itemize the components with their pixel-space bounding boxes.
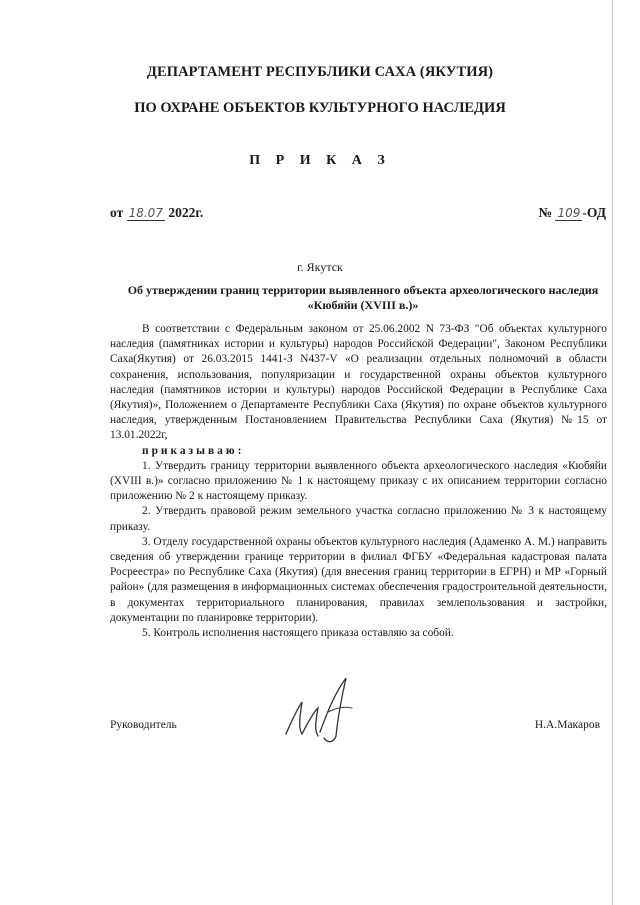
number-handwritten: 109 — [557, 206, 581, 220]
signer-name: Н.А.Макаров — [534, 719, 600, 731]
number-prefix: № — [538, 205, 553, 220]
intro-paragraph: В соответствии с Федеральным законом от 25.06.2002 N 73-ФЗ "Об объектах культурного наследия (памятниках истории и культуры) народов Российской Федерации", Законом Республики Саха(Якутия) от 26.03.2015 1441-З N437-V «О реализации отдельных полномочий в области сохранения, использования, популяризации и государственной охраны объектов культурного наследия (памятников истории и культуры) народов Российской Федерации в Республике Саха (Якутия)», Положением о Департаменте Республики Саха (Якутия) по охране объектов культурного наследия, утвержденным Постановлением Правительства Республики Саха (Якутия) №15 от 13.01.2022г, — [110, 323, 607, 442]
order-body — [110, 322, 607, 641]
order-item-2: 2. Утвердить правовой режим земельного участка согласно приложению № 3 к настоящему приказу. — [110, 505, 607, 533]
department-title-line2: ПО ОХРАНЕ ОБЪЕКТОВ КУЛЬТУРНОГО НАСЛЕДИЯ — [134, 100, 506, 116]
order-date — [110, 205, 203, 221]
date-prefix: от — [110, 205, 124, 220]
page-edge-line — [612, 0, 613, 905]
order-subject: Об утверждении границ территории выявленного объекта археологического наследия «Кюбяйи (XVIII в.)» — [127, 283, 599, 312]
date-year: 2022г. — [168, 205, 204, 220]
decree-word: приказываю: — [142, 444, 245, 457]
handwritten-signature — [278, 672, 368, 752]
order-item-1: 1. Утвердить границу территории выявленного объекта археологического наследия «Кюбяйи (XVIII в.)» согласно приложению № 1 к настоящему приказу с их описанием территории согласно приложению № 2 к настоящему приказу. — [110, 459, 607, 503]
date-handwritten: 18.07 — [128, 206, 163, 220]
number-suffix: -ОД — [582, 205, 606, 220]
document-type-title: П Р И К А З — [249, 153, 391, 168]
city-name: г. Якутск — [297, 260, 343, 274]
department-title-line1: ДЕПАРТАМЕНТ РЕСПУБЛИКИ САХА (ЯКУТИЯ) — [146, 64, 494, 80]
order-item-5: 5. Контроль исполнения настоящего приказа оставляю за собой. — [142, 627, 454, 640]
signer-role: Руководитель — [110, 719, 177, 731]
order-number — [539, 205, 606, 221]
order-item-3: 3. Отделу государственной охраны объектов культурного наследия (Адаменко А. М.) направить сведения об утверждении границе территории в филиал ФГБУ «Федеральная кадастровая палата Росреестра» по Республике Саха (Якутия) (для внесения границ территории в ЕГРН) и МР «Горный район» (для размещения в информационных системах обеспечения градостроительной деятельности, в документах территориального планирования, правилах землепользования и застройки, документации по планировке территории). — [110, 535, 607, 624]
